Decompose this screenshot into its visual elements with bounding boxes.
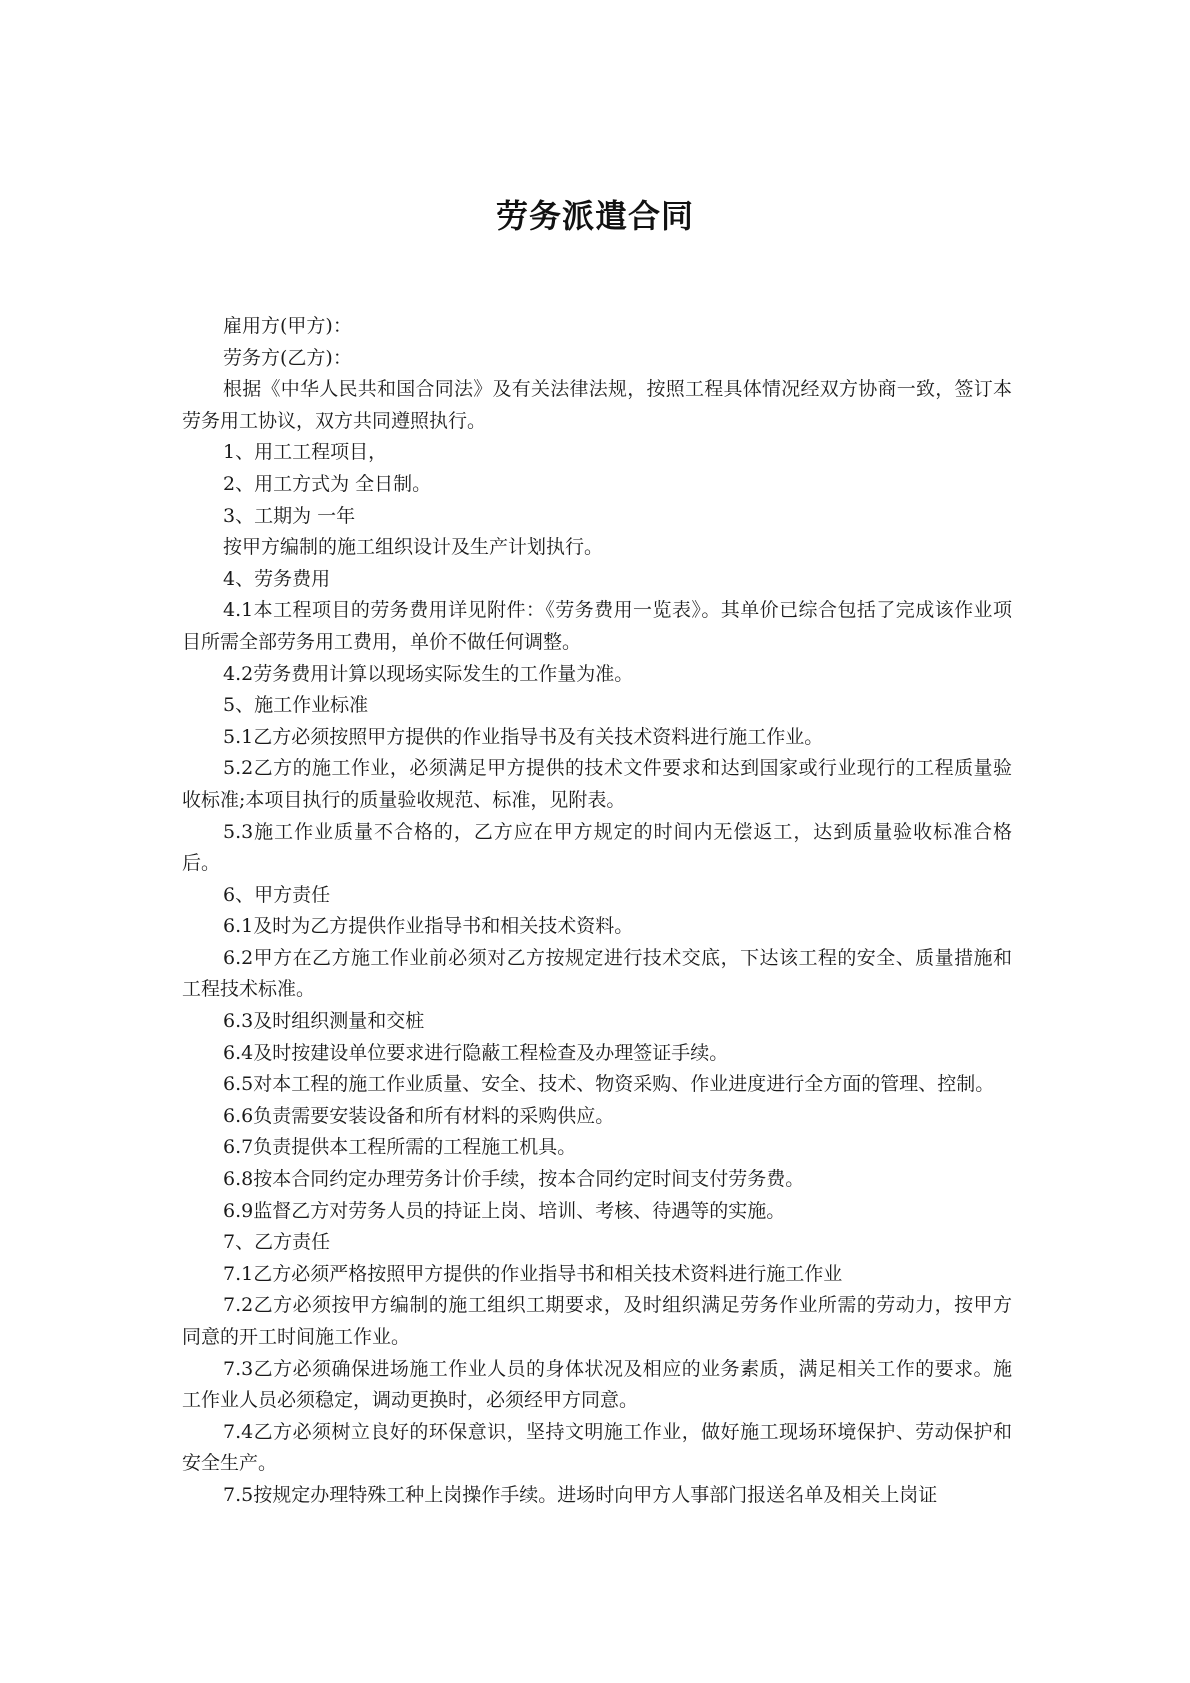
document-title: 劳务派遣合同 xyxy=(495,197,694,235)
section-4-heading: 4、劳务费用 xyxy=(223,567,331,590)
clause-7-1: 7.1乙方必须严格按照甲方提供的作业指导书和相关技术资料进行施工作业 xyxy=(223,1262,843,1285)
clause-6-2: 6.2甲方在乙方施工作业前必须对乙方按规定进行技术交底，下达该工程的安全、质量措施和工程技术标准。 xyxy=(182,946,1012,1001)
clause-6-1: 6.1及时为乙方提供作业指导书和相关技术资料。 xyxy=(223,915,634,938)
clause-5-2: 5.2乙方的施工作业，必须满足甲方提供的技术文件要求和达到国家或行业现行的工程质量验收标准;本项目执行的质量验收规范、标准，见附表。 xyxy=(182,757,1012,811)
clause-7-2: 7.2乙方必须按甲方编制的施工组织工期要求，及时组织满足劳务作业所需的劳动力，按甲方同意的开工时间施工作业。 xyxy=(182,1294,1012,1348)
clause-4-2: 4.2劳务费用计算以现场实际发生的工作量为准。 xyxy=(223,662,634,685)
section-6-heading: 6、甲方责任 xyxy=(223,883,331,906)
clause-2: 2、用工方式为 全日制。 xyxy=(223,472,432,495)
clause-6-7: 6.7负责提供本工程所需的工程施工机具。 xyxy=(223,1136,577,1159)
clause-3: 3、工期为 一年 xyxy=(223,504,356,527)
section-5-heading: 5、施工作业标准 xyxy=(223,694,369,717)
document-body xyxy=(182,311,1012,1512)
clause-6-6: 6.6负责需要安装设备和所有材料的采购供应。 xyxy=(223,1104,615,1127)
clause-7-3: 7.3乙方必须确保进场施工作业人员的身体状况及相应的业务素质，满足相关工作的要求。施工作业人员必须稳定，调动更换时，必须经甲方同意。 xyxy=(182,1357,1012,1412)
clause-4-1: 4.1本工程项目的劳务费用详见附件：《劳务费用一览表》。其单价已综合包括了完成该作业项目所需全部劳务用工费用，单价不做任何调整。 xyxy=(182,599,1012,653)
clause-1: 1、用工工程项目， xyxy=(223,441,388,464)
clause-6-9: 6.9监督乙方对劳务人员的持证上岗、培训、考核、待遇等的实施。 xyxy=(223,1199,786,1222)
clause-6-3: 6.3及时组织测量和交桩 xyxy=(223,1010,425,1033)
paragraph-employer: 雇用方(甲方)： xyxy=(223,315,352,337)
clause-7-5: 7.5按规定办理特殊工种上岗操作手续。进场时向甲方人事部门报送名单及相关上岗证 xyxy=(223,1483,938,1506)
clause-7-4: 7.4乙方必须树立良好的环保意识，坚持文明施工作业，做好施工现场环境保护、劳动保护和安全生产。 xyxy=(182,1420,1012,1475)
section-7-heading: 7、乙方责任 xyxy=(223,1231,331,1254)
clause-6-5: 6.5对本工程的施工作业质量、安全、技术、物资采购、作业进度进行全方面的管理、控制。 xyxy=(223,1073,995,1096)
clause-3-detail: 按甲方编制的施工组织设计及生产计划执行。 xyxy=(223,536,604,559)
paragraph-preamble: 根据《中华人民共和国合同法》及有关法律法规，按照工程具体情况经双方协商一致，签订本劳务用工协议，双方共同遵照执行。 xyxy=(182,378,1012,432)
clause-5-1: 5.1乙方必须按照甲方提供的作业指导书及有关技术资料进行施工作业。 xyxy=(223,725,824,748)
clause-6-8: 6.8按本合同约定办理劳务计价手续，按本合同约定时间支付劳务费。 xyxy=(223,1168,805,1191)
clause-5-3: 5.3施工作业质量不合格的，乙方应在甲方规定的时间内无偿返工，达到质量验收标准合格后。 xyxy=(182,820,1012,875)
paragraph-labor-party: 劳务方(乙方)： xyxy=(223,346,352,369)
clause-6-4: 6.4及时按建设单位要求进行隐蔽工程检查及办理签证手续。 xyxy=(223,1041,729,1064)
